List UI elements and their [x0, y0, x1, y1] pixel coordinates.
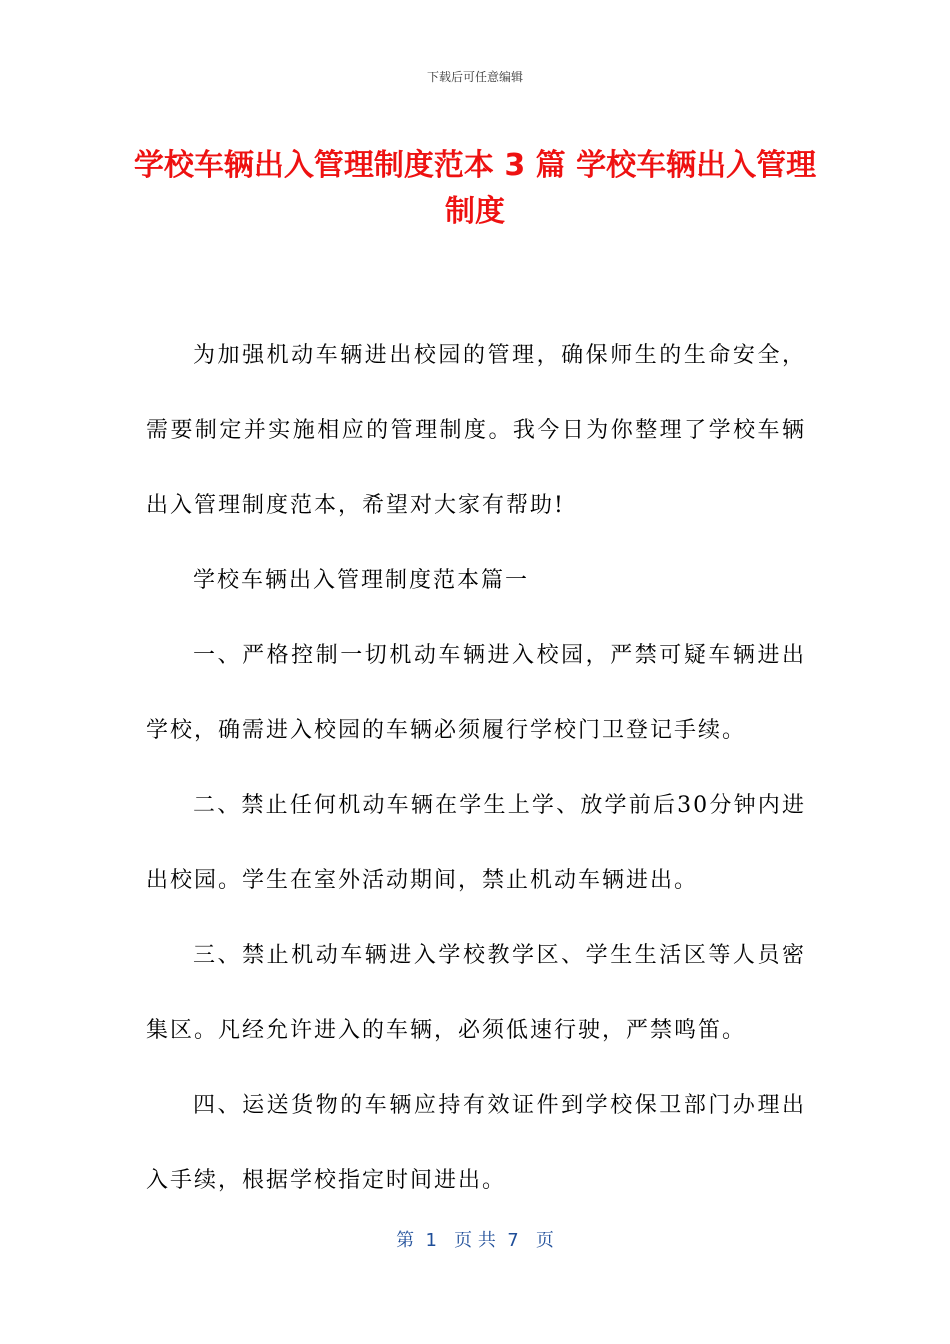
rule-paragraph-2: 二、禁止任何机动车辆在学生上学、放学前后30分钟内进出校园。学生在室外活动期间，禁止机动车辆进出。 — [146, 793, 806, 893]
intro-paragraph: 为加强机动车辆进出校园的管理，确保师生的生命安全，需要制定并实施相应的管理制度。我今日为你整理了学校车辆出入管理制度范本，希望对大家有帮助! — [146, 343, 806, 518]
rule-paragraph-4: 四、运送货物的车辆应持有效证件到学校保卫部门办理出入手续，根据学校指定时间进出。 — [146, 1093, 806, 1193]
page-header-note: 下载后可任意编辑 — [426, 70, 523, 84]
page-number-footer: 第 1 页 共 7 页 — [396, 1230, 554, 1251]
document-title: 学校车辆出入管理制度范本 3 篇 学校车辆出入管理制度 — [133, 148, 817, 229]
rule-paragraph-1: 一、严格控制一切机动车辆进入校园，严禁可疑车辆进出学校，确需进入校园的车辆必须履行学校门卫登记手续。 — [146, 643, 806, 743]
section-heading: 学校车辆出入管理制度范本篇一 — [193, 568, 530, 593]
rule-paragraph-3: 三、禁止机动车辆进入学校教学区、学生生活区等人员密集区。凡经允许进入的车辆，必须低速行驶，严禁鸣笛。 — [146, 943, 806, 1043]
document-body — [146, 318, 806, 1218]
